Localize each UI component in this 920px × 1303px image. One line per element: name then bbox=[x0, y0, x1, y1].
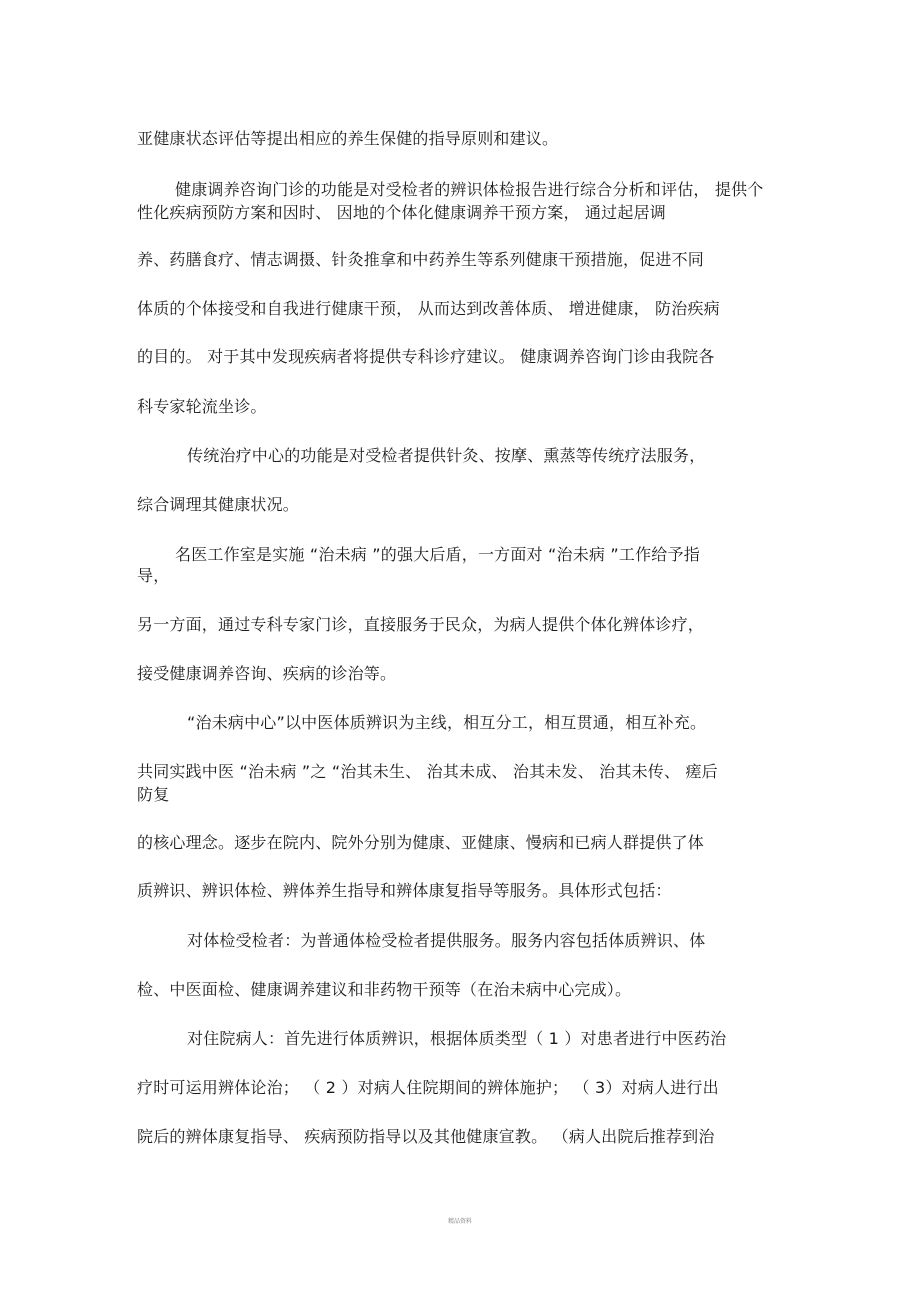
text-line-3: 性化疾病预防方案和因时、 因地的个体化健康调养干预方案， 通过起居调 bbox=[137, 203, 666, 222]
text-line-9: 综合调理其健康状况。 bbox=[137, 495, 300, 514]
text-line-16: 防复 bbox=[137, 785, 170, 804]
text-line-1: 亚健康状态评估等提出相应的养生保健的指导原则和建议。 bbox=[137, 129, 559, 148]
text-line-4: 养、药膳食疗、情志调摄、针灸推拿和中药养生等系列健康干预措施，促进不同 bbox=[137, 250, 705, 269]
text-line-22: 疗时可运用辨体论治； （ 2 ）对病人住院期间的辨体施护； （ 3）对病人进行出 bbox=[137, 1078, 719, 1097]
text-line-19: 对体检受检者：为普通体检受检者提供服务。服务内容包括体质辨识、体 bbox=[187, 931, 706, 950]
text-line-7: 科专家轮流坐诊。 bbox=[137, 397, 267, 416]
text-line-10: 名医工作室是实施 “治未病 ”的强大后盾，一方面对 “治未病 ”工作给予指 bbox=[175, 545, 700, 564]
text-line-5: 体质的个体接受和自我进行健康干预， 从而达到改善体质、 增进健康， 防治疾病 bbox=[137, 299, 720, 318]
text-line-13: 接受健康调养咨询、疾病的诊治等。 bbox=[137, 664, 397, 683]
text-line-6: 的目的。 对于其中发现疾病者将提供专科诊疗建议。 健康调养咨询门诊由我院各 bbox=[137, 347, 715, 366]
page-footer-label: 精品资料 bbox=[447, 1218, 472, 1225]
text-line-20: 检、中医面检、健康调养建议和非药物干预等（在治未病中心完成）。 bbox=[137, 980, 632, 999]
text-line-15: 共同实践中医 “治未病 ”之 “治其未生、 治其未成、 治其未发、 治其未传、 瘥后 bbox=[137, 762, 718, 781]
text-line-21: 对住院病人：首先进行体质辨识，根据体质类型（ 1 ）对患者进行中医药治 bbox=[187, 1029, 727, 1048]
text-line-23: 院后的辨体康复指导、 疾病预防指导以及其他健康宣教。 （病人出院后推荐到治 bbox=[137, 1127, 715, 1146]
text-line-11: 导， bbox=[137, 566, 170, 585]
text-line-17: 的核心理念。逐步在院内、院外分别为健康、亚健康、慢病和已病人群提供了体 bbox=[137, 833, 705, 852]
text-line-2: 健康调养咨询门诊的功能是对受检者的辨识体检报告进行综合分析和评估， 提供个 bbox=[175, 180, 764, 199]
text-line-14: “治未病中心”以中医体质辨识为主线，相互分工，相互贯通，相互补充。 bbox=[187, 713, 707, 732]
text-line-12: 另一方面，通过专科专家门诊，直接服务于民众，为病人提供个体化辨体诊疗， bbox=[137, 615, 705, 634]
text-line-18: 质辨识、辨识体检、辨体养生指导和辨体康复指导等服务。具体形式包括： bbox=[137, 881, 672, 900]
text-line-8: 传统治疗中心的功能是对受检者提供针灸、按摩、熏蒸等传统疗法服务， bbox=[187, 446, 706, 465]
